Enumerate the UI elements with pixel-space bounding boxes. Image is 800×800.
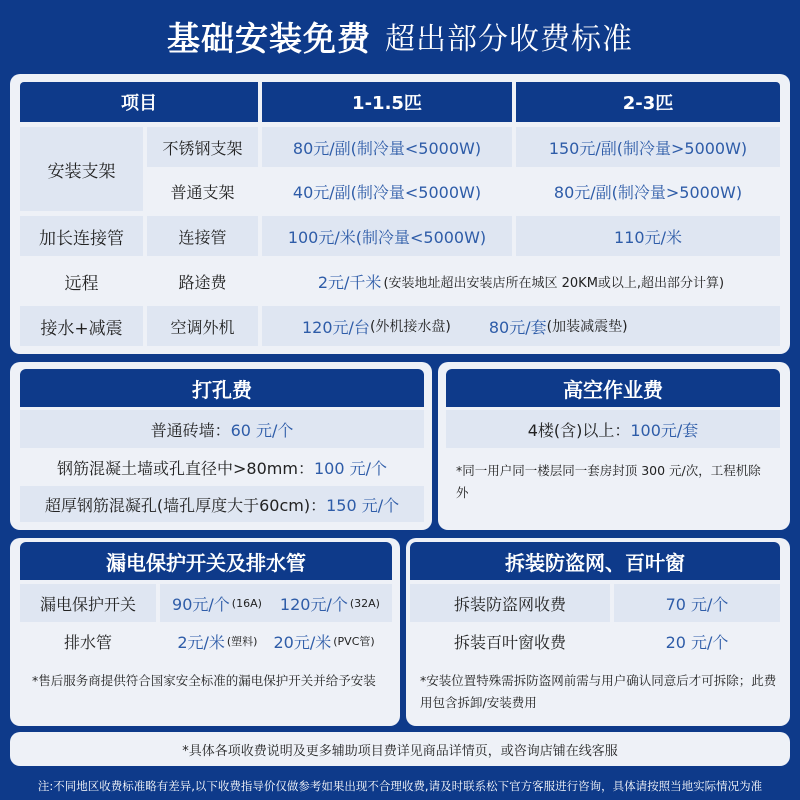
price: 80元/副(制冷量<5000W) xyxy=(292,138,482,158)
drilling-row-3 xyxy=(20,486,424,522)
note: (外机接水盘) xyxy=(369,319,451,335)
note: (加装减震垫) xyxy=(546,319,628,335)
row-group-bracket: 安装支架 xyxy=(20,127,143,211)
price: 90元/个 xyxy=(172,594,230,614)
remote-note: (安装地址超出安装店所在城区 20KM或以上,超出部分计算) xyxy=(383,275,725,291)
row-stainless-col2 xyxy=(516,127,780,167)
leakage-row-1-label: 漏电保护开关 xyxy=(20,584,156,622)
table-header-item: 项目 xyxy=(20,82,258,122)
row-stainless-col1 xyxy=(262,127,512,167)
header-sub-title: 超出部分收费标准 xyxy=(385,22,633,57)
price: 80元/副(制冷量>5000W) xyxy=(553,182,743,202)
price: 2元/千米 xyxy=(317,272,382,292)
row-group-pipe: 加长连接管 xyxy=(20,216,143,256)
removal-title: 拆装防盗网、百叶窗 xyxy=(410,542,780,580)
price: 110元/米 xyxy=(614,227,682,247)
high-altitude-title: 高空作业费 xyxy=(446,369,780,407)
removal-row-1-value xyxy=(614,584,780,622)
row-group-remote: 远程 xyxy=(20,260,143,302)
row-water-value xyxy=(262,306,780,346)
price: 150 元/个 xyxy=(326,495,400,515)
label: 超厚钢筋混凝孔(墙孔厚度大于60cm)： xyxy=(44,495,327,515)
price: 120元/台 xyxy=(302,317,370,337)
row-label-remote: 路途费 xyxy=(147,260,258,302)
row-remote-value xyxy=(262,260,780,302)
price: 100元/套 xyxy=(630,420,699,440)
drilling-row-2 xyxy=(20,448,424,486)
removal-note: *安装位置特殊需拆防盗网前需与用户确认同意后才可拆除；此费用包含拆卸/安装费用 xyxy=(420,673,777,710)
row-label-stainless: 不锈钢支架 xyxy=(147,127,258,167)
label: 钢筋混凝土墙或孔直径中>80mm： xyxy=(57,458,314,478)
table-header-col2: 2-3匹 xyxy=(516,82,780,122)
high-altitude-row-1 xyxy=(446,410,780,448)
label: 普通砖墙： xyxy=(150,420,231,440)
note: (PVC管) xyxy=(333,635,375,648)
row-pipe-col1 xyxy=(262,216,512,256)
price: 70 元/个 xyxy=(665,594,729,614)
footer-disclaimer: 注:不同地区收费标准略有差异,以下收费指导价仅做参考如果出现不合理收费,请及时联系松下官方客服进行咨询，具体请按照当地实际情况为准 xyxy=(37,779,763,793)
leakage-title: 漏电保护开关及排水管 xyxy=(20,542,392,580)
table-header-col1: 1-1.5匹 xyxy=(262,82,512,122)
header-bold-title: 基础安装免费 xyxy=(167,18,371,58)
price: 100 元/个 xyxy=(313,458,387,478)
removal-row-1-label: 拆装防盗网收费 xyxy=(410,584,610,622)
note: (塑料) xyxy=(226,635,258,648)
price: 2元/米 xyxy=(177,632,225,652)
drilling-title: 打孔费 xyxy=(20,369,424,407)
removal-row-2-label: 拆装百叶窗收费 xyxy=(410,622,610,660)
price: 40元/副(制冷量<5000W) xyxy=(292,182,482,202)
row-label-water: 空调外机 xyxy=(147,306,258,346)
leakage-note: *售后服务商提供符合国家安全标准的漏电保护开关并给予安装 xyxy=(32,673,376,688)
row-normal-col2 xyxy=(516,171,780,211)
bottom-note-panel xyxy=(10,732,790,766)
row-normal-col1 xyxy=(262,171,512,211)
note: (32A) xyxy=(349,596,380,610)
high-altitude-note: *同一用户同一楼层同一套房封顶 300 元/次，工程机除外 xyxy=(456,463,761,500)
leakage-row-2-label: 排水管 xyxy=(20,622,156,660)
row-pipe-col2 xyxy=(516,216,780,256)
page-header xyxy=(0,0,800,72)
drilling-row-1 xyxy=(20,410,424,448)
row-label-pipe: 连接管 xyxy=(147,216,258,256)
price: 120元/个 xyxy=(279,594,348,614)
bottom-note: *具体各项收费说明及更多辅助项目费详见商品详情页，或咨询店铺在线客服 xyxy=(182,743,618,759)
leakage-row-1-value xyxy=(160,584,392,622)
price: 100元/米(制冷量<5000W) xyxy=(287,227,487,247)
leakage-row-2-value xyxy=(160,622,392,660)
row-label-normal: 普通支架 xyxy=(147,171,258,211)
price: 60 元/个 xyxy=(230,420,294,440)
price: 150元/副(制冷量>5000W) xyxy=(548,138,748,158)
removal-row-2-value xyxy=(614,622,780,660)
price: 20元/米 xyxy=(273,632,332,652)
row-group-water: 接水+减震 xyxy=(20,306,143,346)
label: 4楼(含)以上： xyxy=(527,420,631,440)
note: (16A) xyxy=(231,596,262,610)
price: 20 元/个 xyxy=(665,632,729,652)
price: 80元/套 xyxy=(488,317,547,337)
